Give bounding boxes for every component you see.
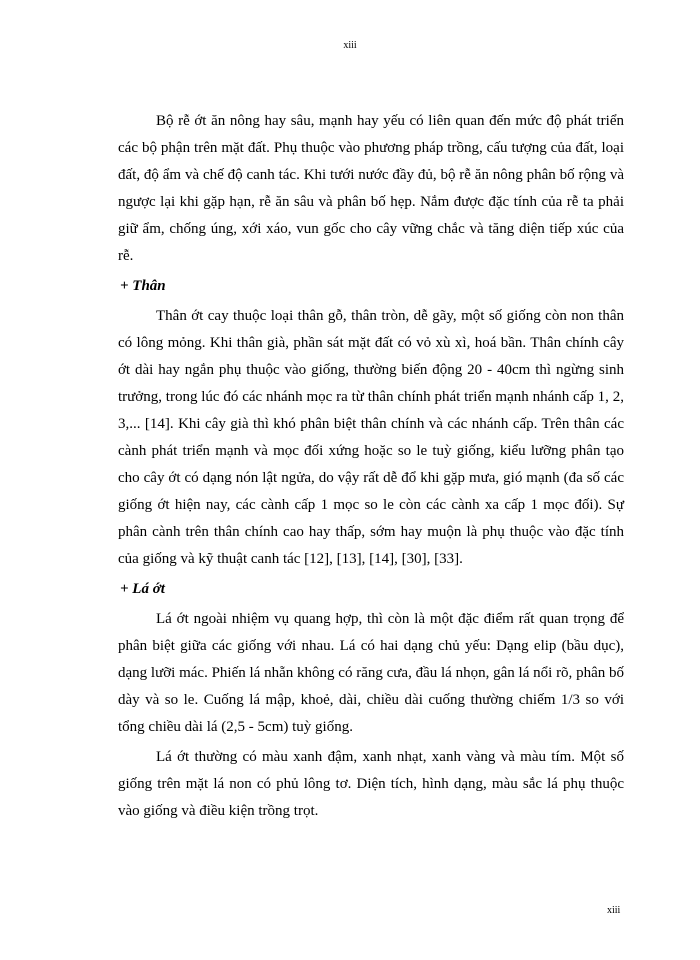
leaf-heading: + Lá ớt [120, 581, 165, 597]
root-paragraph: Bộ rễ ớt ăn nông hay sâu, mạnh hay yếu có liên quan đến mức độ phát triển các bộ phận trên mặt đất. Phụ thuộc vào phương pháp trồng, cấu tượng của đất, loại đất, độ ẩm và chế độ canh tác. Khi tưới nước đầy đủ, bộ rễ ăn nông phân bố rộng và ngược lại khi gặp hạn, rễ ăn sâu và phân bố hẹp. Nắm được đặc tính của rễ ta phải giữ ẩm, chống úng, xới xáo, vun gốc cho cây vững chắc và tăng diện tiếp xúc của rễ. [118, 113, 624, 264]
page-number-header: xiii [343, 40, 357, 51]
page-number-footer: xiii [607, 905, 621, 916]
document-body [118, 108, 624, 828]
leaf-paragraph-2: Lá ớt thường có màu xanh đậm, xanh nhạt, xanh vàng và màu tím. Một số giống trên mặt lá non có phủ lông tơ. Diện tích, hình dạng, màu sắc lá phụ thuộc vào giống và điều kiện trồng trọt. [118, 749, 624, 819]
leaf-paragraph-1: Lá ớt ngoài nhiệm vụ quang hợp, thì còn là một đặc điểm rất quan trọng để phân biệt giữa các giống với nhau. Lá có hai dạng chủ yếu: Dạng elip (bầu dục), dạng lưỡi mác. Phiến lá nhẵn không có răng cưa, đầu lá nhọn, gân lá nổi rõ, phân bố dày và so le. Cuống lá mập, khoẻ, dài, chiều dài cuống thường chiếm 1/3 so với tổng chiều dài lá (2,5 - 5cm) tuỳ giống. [118, 611, 624, 735]
stem-paragraph: Thân ớt cay thuộc loại thân gỗ, thân tròn, dễ gãy, một số giống còn non thân có lông mỏng. Khi thân già, phần sát mặt đất có vỏ xù xì, hoá bần. Thân chính cây ớt dài hay ngắn phụ thuộc vào giống, thường biến động 20 - 40cm thì ngừng sinh trưởng, trong lúc đó các nhánh mọc ra từ thân chính phát triển mạnh nhánh cấp 1, 2, 3,... [14]. Khi cây già thì khó phân biệt thân chính và các nhánh cấp. Trên thân các cành phát triển mạnh và mọc đối xứng hoặc so le tuỳ giống, kiểu lưỡng phân tạo cho cây ớt có dạng nón lật ngửa, do vậy rất dễ đổ khi gặp mưa, gió mạnh (đa số các giống ớt hiện nay, các cành cấp 1 mọc so le còn các cành xa cấp 1 mọc đối). Sự phân cành trên thân chính cao hay thấp, sớm hay muộn là phụ thuộc vào đặc tính của giống và kỹ thuật canh tác [12], [13], [14], [30], [33]. [118, 308, 624, 567]
stem-heading: + Thân [120, 278, 166, 294]
